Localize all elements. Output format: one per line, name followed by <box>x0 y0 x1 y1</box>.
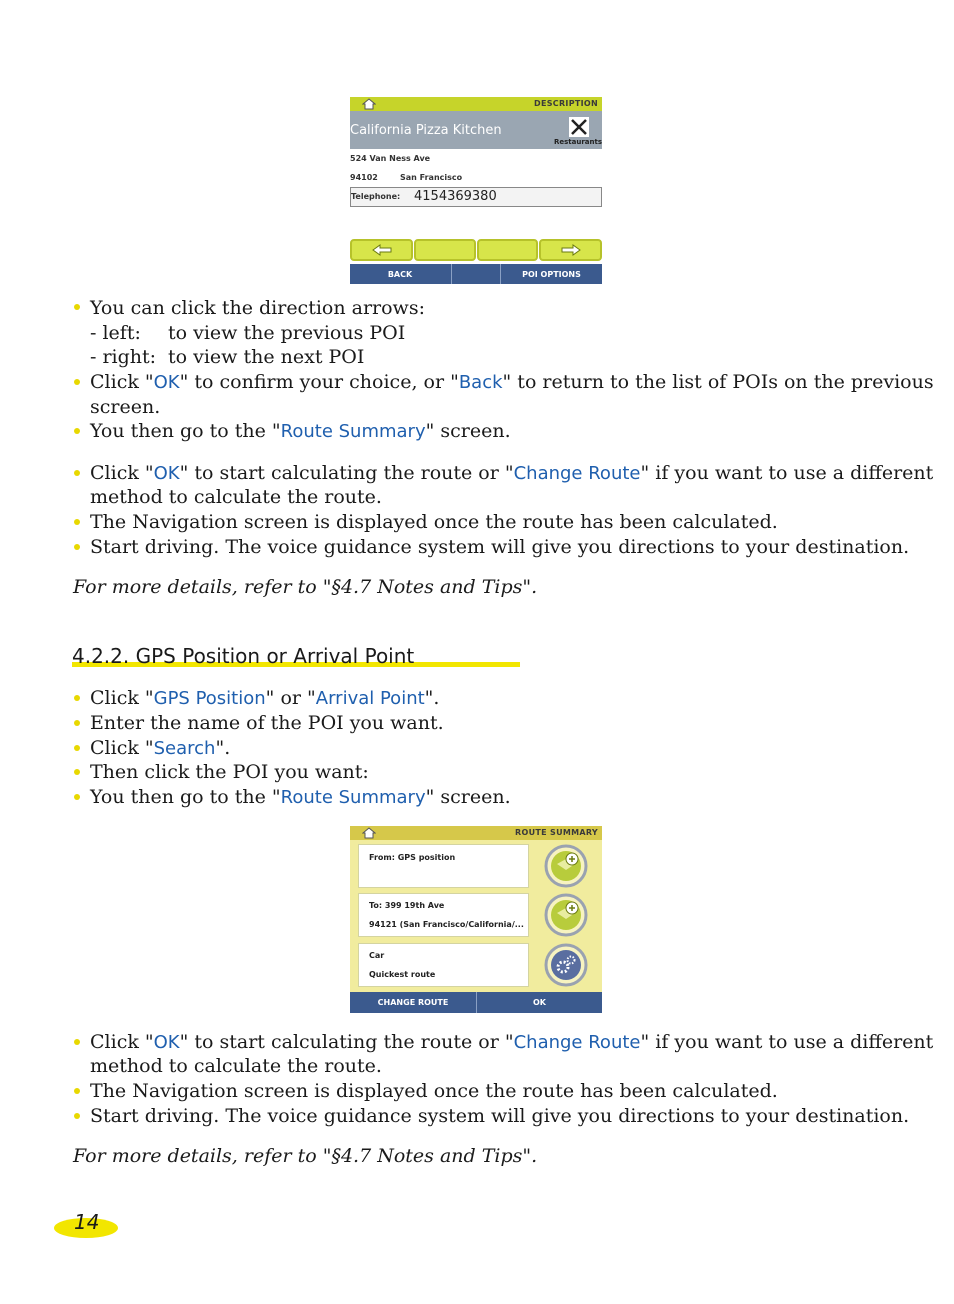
to-city: 94121 (San Francisco/California/... <box>369 920 524 929</box>
change-route-keyword: Change Route <box>513 463 641 484</box>
sub-item-left <box>90 321 405 345</box>
section-heading: 4.2.2. GPS Position or Arrival Point <box>72 644 415 668</box>
bullet-text <box>90 419 511 444</box>
telephone-row <box>350 187 602 207</box>
text-run: ". <box>424 687 440 709</box>
text-run: " to start calculating the route or " <box>179 1031 514 1053</box>
poi-title-bar <box>350 111 602 149</box>
back-button[interactable]: BACK <box>387 270 413 279</box>
search-keyword: Search <box>153 738 216 759</box>
text-run: ". <box>215 737 231 759</box>
route-summary-screen <box>350 826 602 1013</box>
poi-name: California Pizza Kitchen <box>350 123 502 138</box>
screen-header-bar <box>350 826 602 840</box>
poi-postcode: 94102 <box>350 173 378 182</box>
bullet-text <box>90 736 230 761</box>
route-type: Quickest route <box>369 970 436 979</box>
settings-gear-icon[interactable] <box>544 943 588 987</box>
text-run: Click " <box>90 462 154 484</box>
restaurant-icon <box>568 116 590 138</box>
bullet-text: Start driving. The voice guidance system will give you directions to your destination. <box>90 1105 910 1127</box>
home-icon[interactable] <box>362 98 376 110</box>
bullet <box>74 379 80 385</box>
previous-poi-button[interactable] <box>350 239 413 261</box>
text-run: You then go to the " <box>90 786 281 808</box>
text-run: " if you want to use a different <box>640 462 934 484</box>
bullet-text: The Navigation screen is displayed once the route has been calculated. <box>90 1080 778 1102</box>
poi-options-button[interactable]: POI OPTIONS <box>522 270 581 279</box>
sub-key: - right: <box>90 346 157 368</box>
home-icon[interactable] <box>362 827 376 839</box>
sub-value: to view the previous POI <box>168 322 406 344</box>
bullet-text <box>90 370 934 395</box>
poi-address: 524 Van Ness Ave <box>350 154 431 163</box>
bullet-text <box>90 461 933 486</box>
ok-button[interactable]: OK <box>533 998 546 1007</box>
screen-title: DESCRIPTION <box>534 99 598 108</box>
bullet <box>74 519 80 525</box>
poi-category: Restaurants <box>553 138 602 146</box>
ok-keyword: OK <box>153 372 180 393</box>
text-run: " to start calculating the route or " <box>179 462 514 484</box>
bullet-text: Then click the POI you want: <box>90 761 369 783</box>
telephone-value: 4154369380 <box>414 189 497 204</box>
bullet <box>74 720 80 726</box>
bullet <box>74 745 80 751</box>
bar-divider <box>451 264 452 284</box>
next-poi-button[interactable] <box>539 239 602 261</box>
route-summary-keyword: Route Summary <box>280 787 426 808</box>
vehicle-type: Car <box>369 951 385 960</box>
telephone-label: Telephone: <box>351 192 401 201</box>
text-run: Click " <box>90 371 154 393</box>
text-run: Click " <box>90 737 154 759</box>
sub-value: to view the next POI <box>168 346 365 368</box>
page-number: 14 <box>74 1210 100 1234</box>
reference-note: For more details, refer to "§4.7 Notes and Tips". <box>73 1145 538 1167</box>
bullet-text: Enter the name of the POI you want. <box>90 712 444 734</box>
blank-button-2[interactable] <box>477 239 538 261</box>
bullet <box>74 769 80 775</box>
screen-title: ROUTE SUMMARY <box>515 828 598 837</box>
bullet <box>74 1088 80 1094</box>
change-route-keyword: Change Route <box>513 1032 641 1053</box>
reference-note: For more details, refer to "§4.7 Notes and Tips". <box>73 576 538 598</box>
bullet-text: You can click the direction arrows: <box>90 297 425 319</box>
blank-button-1[interactable] <box>414 239 476 261</box>
arrival-point-keyword: Arrival Point <box>315 688 425 709</box>
text-run: Click " <box>90 1031 154 1053</box>
route-mode-field[interactable] <box>358 943 529 987</box>
bullet <box>74 544 80 550</box>
bullet <box>74 1039 80 1045</box>
bullet <box>74 428 80 434</box>
sub-key: - left: <box>90 322 141 344</box>
text-run: " if you want to use a different <box>640 1031 934 1053</box>
bullet <box>74 470 80 476</box>
poi-description-screen <box>350 97 602 284</box>
bullet <box>74 695 80 701</box>
ok-keyword: OK <box>153 463 180 484</box>
screen-bottom-bar <box>350 264 602 284</box>
edit-location-icon[interactable] <box>544 844 588 888</box>
screen-bottom-bar <box>350 992 602 1013</box>
ok-keyword: OK <box>153 1032 180 1053</box>
bullet-text <box>90 686 439 711</box>
from-text: From: GPS position <box>369 853 456 862</box>
bullet-text: The Navigation screen is displayed once the route has been calculated. <box>90 511 778 533</box>
gps-position-keyword: GPS Position <box>153 688 266 709</box>
change-route-button[interactable]: CHANGE ROUTE <box>377 998 449 1007</box>
to-address: To: 399 19th Ave <box>369 901 445 910</box>
to-field[interactable] <box>358 893 529 937</box>
bullet-text-continued: method to calculate the route. <box>90 1055 382 1077</box>
text-run: " to confirm your choice, or " <box>179 371 459 393</box>
text-run: " screen. <box>425 420 511 442</box>
text-run: " to return to the list of POIs on the previous <box>502 371 934 393</box>
bullet-text-continued: screen. <box>90 396 161 418</box>
bullet-text <box>90 1030 933 1055</box>
from-field[interactable] <box>358 844 529 888</box>
bullet-text <box>90 785 511 810</box>
bullet <box>74 1113 80 1119</box>
poi-city: San Francisco <box>400 173 463 182</box>
back-keyword: Back <box>458 372 503 393</box>
sub-item-right <box>90 345 364 369</box>
text-run: " screen. <box>425 786 511 808</box>
right-arrow-icon <box>561 244 581 256</box>
left-arrow-icon <box>372 244 392 256</box>
bullet-text-continued: method to calculate the route. <box>90 486 382 508</box>
text-run: You then go to the " <box>90 420 281 442</box>
screen-header-bar <box>350 97 602 111</box>
bullet <box>74 304 80 310</box>
bullet <box>74 794 80 800</box>
text-run: " or " <box>265 687 316 709</box>
route-summary-keyword: Route Summary <box>280 421 426 442</box>
edit-location-icon[interactable] <box>544 893 588 937</box>
bullet-text: Start driving. The voice guidance system will give you directions to your destination. <box>90 536 910 558</box>
text-run: Click " <box>90 687 154 709</box>
